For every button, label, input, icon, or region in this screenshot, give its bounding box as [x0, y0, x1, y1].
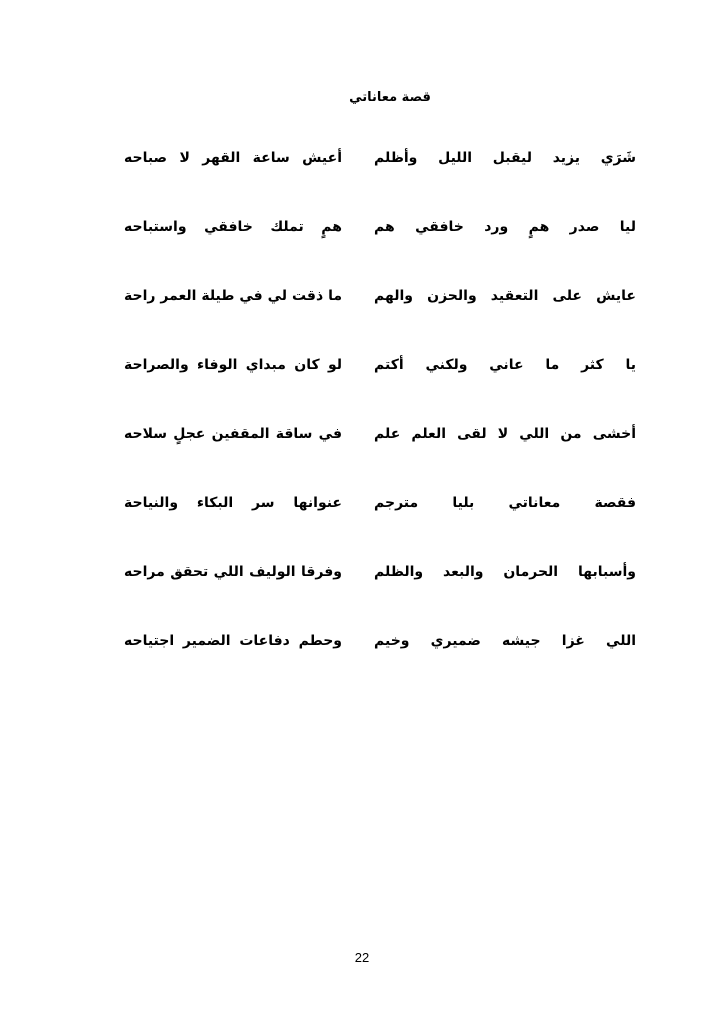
verse-4 [0, 353, 724, 422]
verse-first-hemistich: ليا صدر همٍ ورد خافقي هم [374, 219, 636, 235]
verse-first-hemistich: اللي غزا جيشه ضميري وخيم [374, 633, 636, 649]
verse-first-hemistich: وأسبابها الحرمان والبعد والظلم [374, 564, 636, 580]
verse-second-hemistich: ما ذقت لي في طيلة العمر راحة [124, 288, 342, 304]
verse-8 [0, 629, 724, 698]
verse-second-hemistich: لو كان مبداي الوفاء والصراحة [124, 357, 342, 373]
verse-second-hemistich: أعيش ساعة القهر لا صباحه [124, 150, 342, 166]
verse-6 [0, 491, 724, 560]
verse-first-hemistich: يا كثر ما عاني ولكني أكتم [374, 357, 636, 373]
verse-second-hemistich: همٍ تملك خافقي واستباحه [124, 219, 342, 235]
verse-7 [0, 560, 724, 629]
verse-second-hemistich: في ساقة المقفين عجلٍ سلاحه [124, 426, 342, 442]
verse-5 [0, 422, 724, 491]
page-number: 22 [354, 950, 370, 965]
verse-first-hemistich: شَرَي يزيد ليقبل الليل وأظلم [374, 150, 636, 166]
verse-second-hemistich: وفرقا الوليف اللي تحقق مراحه [124, 564, 342, 580]
verse-1 [0, 146, 724, 215]
verse-3 [0, 284, 724, 353]
verse-first-hemistich: فقصة معاناتي بليا مترجم [374, 495, 636, 511]
verse-second-hemistich: عنوانها سر البكاء والنياحة [124, 495, 342, 511]
verse-second-hemistich: وحطم دفاعات الضمير اجتياحه [124, 633, 342, 649]
poem-body [0, 146, 724, 698]
verse-2 [0, 215, 724, 284]
poem-title: قصة معاناتي [349, 90, 431, 105]
verse-first-hemistich: أخشى من اللي لا لقى العلم علم [374, 426, 636, 442]
verse-first-hemistich: عايش على التعقيد والحزن والهم [374, 288, 636, 304]
